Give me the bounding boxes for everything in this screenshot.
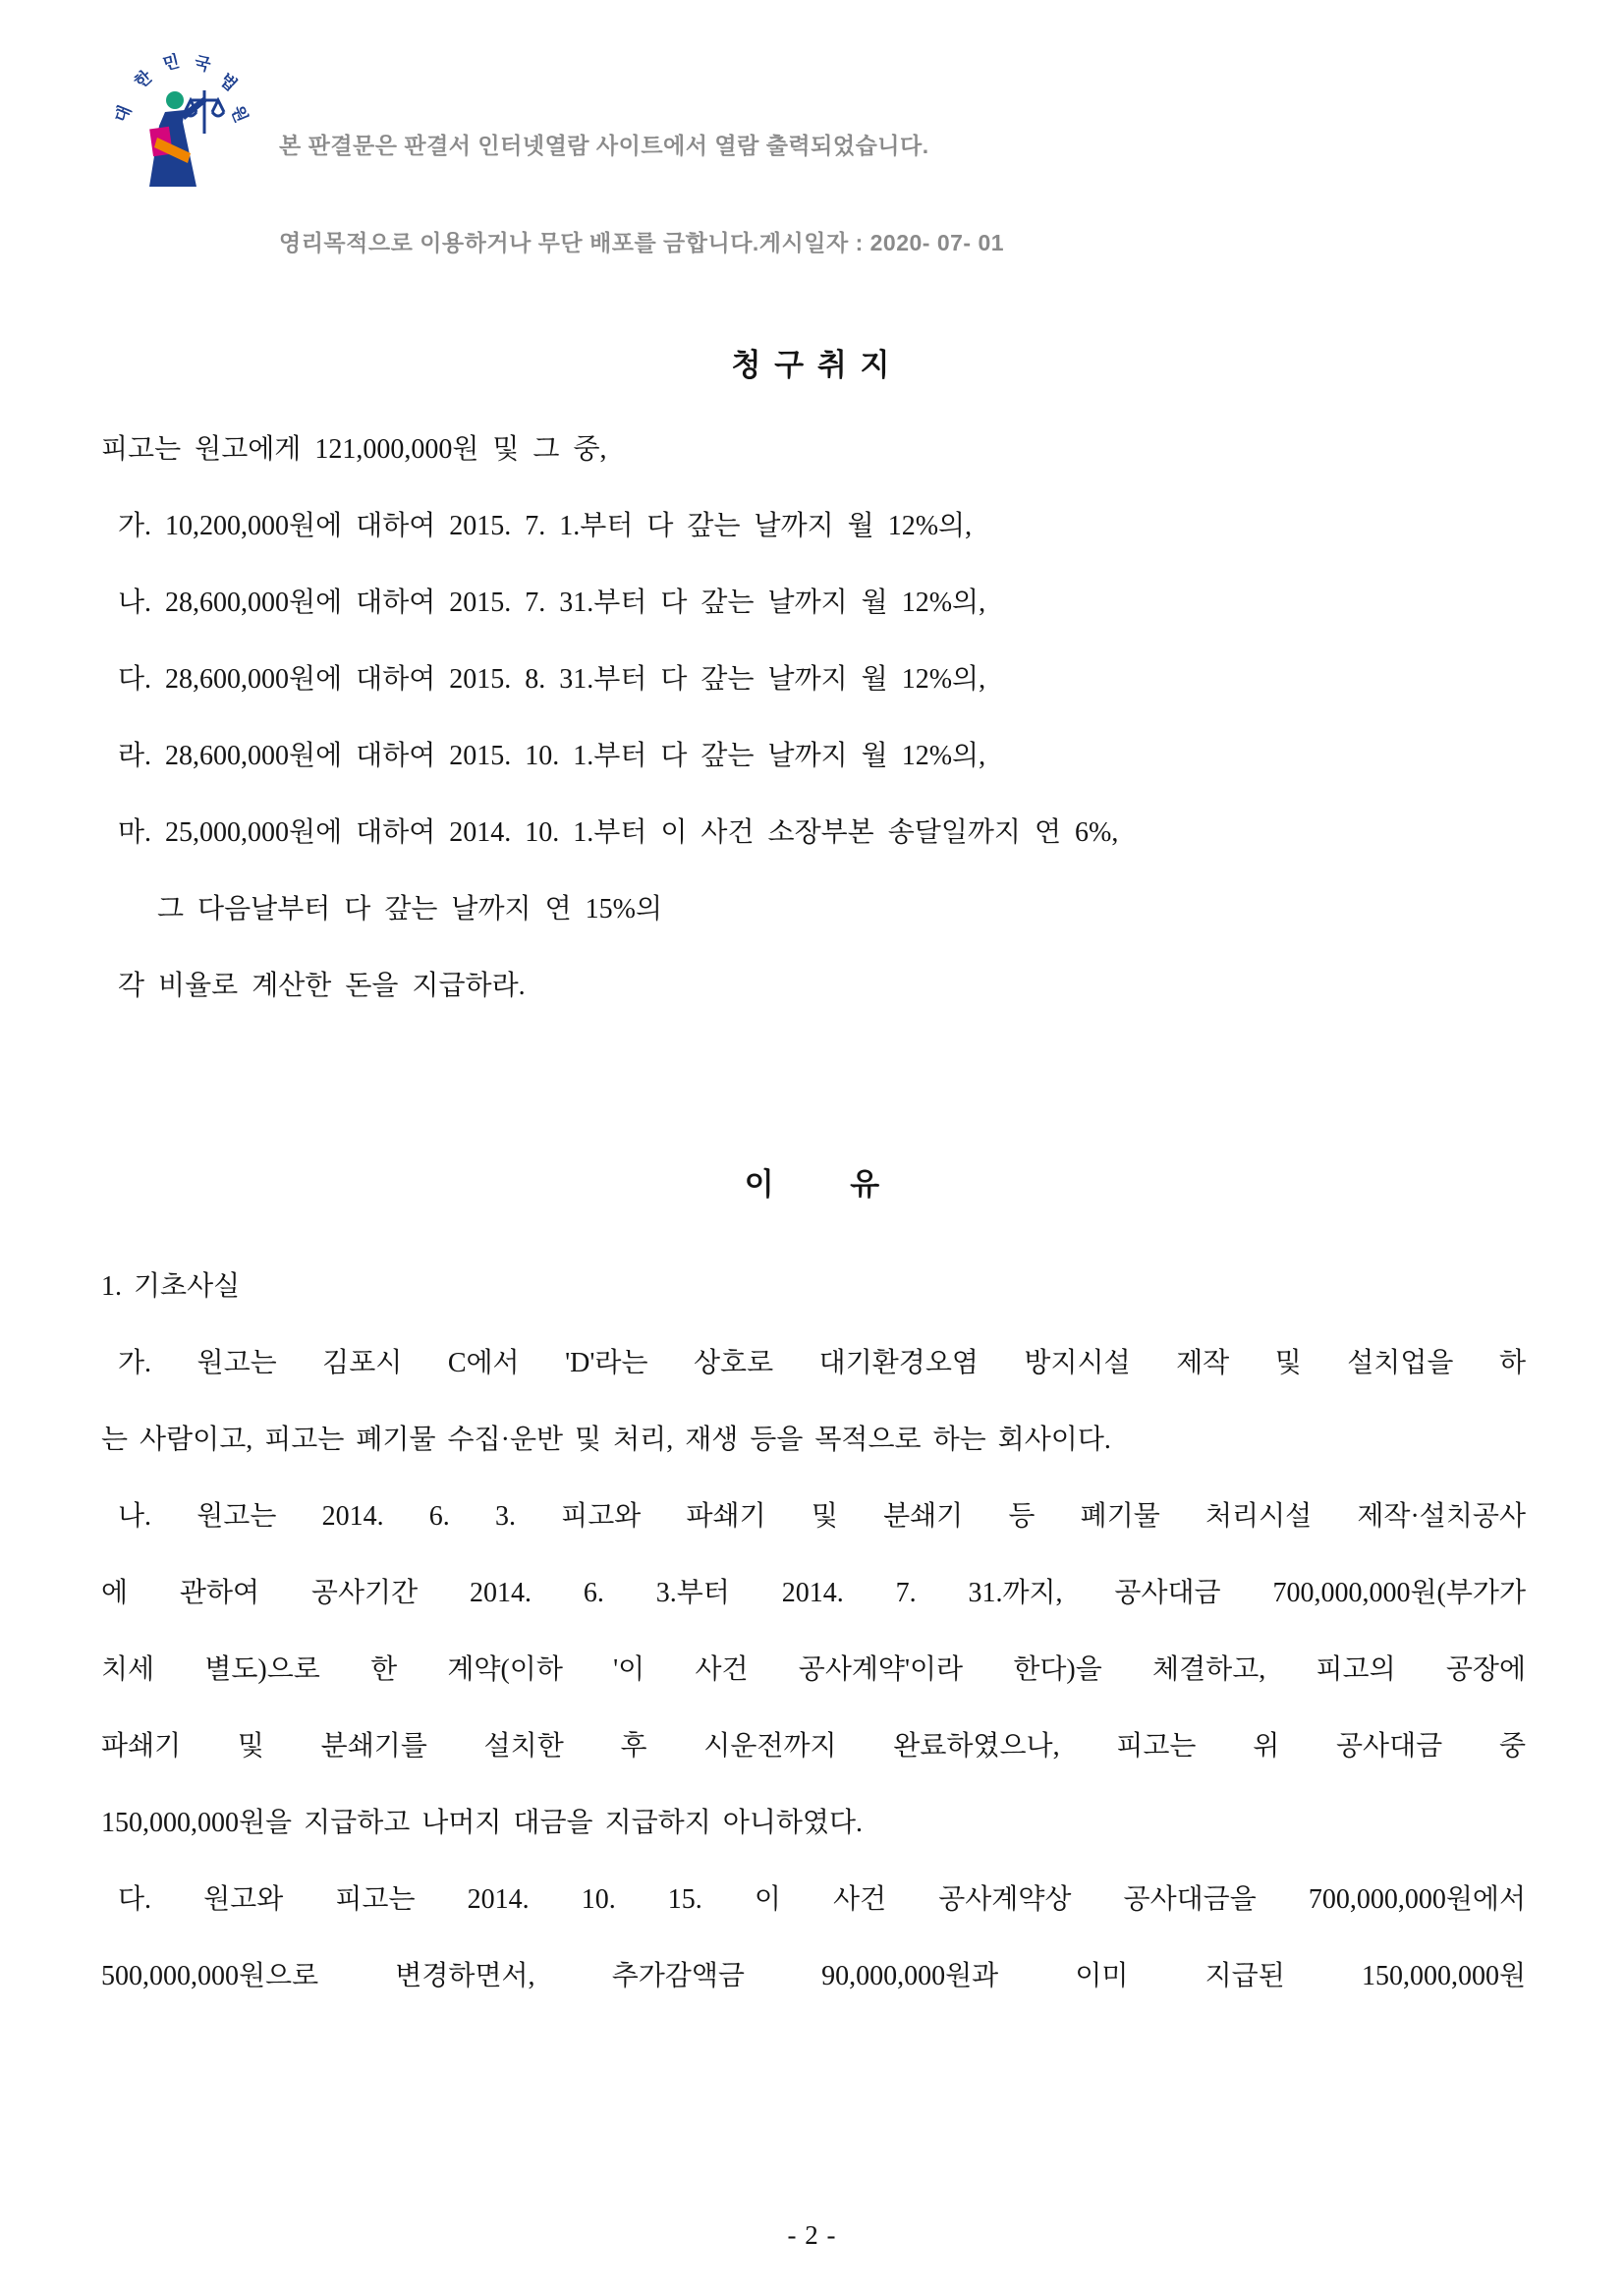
- claim-section: [101, 412, 1526, 1025]
- reasons-heading-1: 1. 기초사실: [101, 1271, 241, 1302]
- reasons-line: 에 관하여 공사기간 2014. 6. 3.부터 2014. 7. 31.까지, 공사대금 700,000,000원(부가가: [101, 1578, 1526, 1608]
- court-logo-graphic: [102, 43, 252, 187]
- claim-item-ra: 라. 28,600,000원에 대하여 2015. 10. 1.부터 다 갚는 날까지 월 12%의,: [118, 741, 986, 771]
- reasons-line: 가. 원고는 김포시 C에서 'D'라는 상호로 대기환경오염 방지시설 제작 및 설치업을 하: [118, 1348, 1526, 1378]
- claim-intro-line: 피고는 원고에게 121,000,000원 및 그 중,: [101, 434, 607, 465]
- reasons-line: 치세 별도)으로 한 계약(이하 '이 사건 공사계약'이라 한다)을 체결하고, 피고의 공장에: [101, 1654, 1526, 1685]
- reasons-line: 는 사람이고, 피고는 폐기물 수집·운반 및 처리, 재생 등을 목적으로 하는 회사이다.: [101, 1425, 1111, 1455]
- page-number: - 2 -: [787, 2220, 837, 2250]
- claim-closing-line: 각 비율로 계산한 돈을 지급하라.: [118, 971, 526, 1001]
- reasons-line: 500,000,000원으로 변경하면서, 추가감액금 90,000,000원과 이미 지급된 150,000,000원: [101, 1961, 1526, 1991]
- lady-justice-figure: [149, 90, 224, 187]
- claim-item-ga: 가. 10,200,000원에 대하여 2015. 7. 1.부터 다 갚는 날까지 월 12%의,: [118, 511, 973, 541]
- logo-char-dae: 대: [111, 102, 136, 126]
- logo-char-guk: 국: [192, 52, 213, 76]
- claim-continuation-line: 그 다음날부터 다 갚는 날까지 연 15%의: [157, 894, 662, 924]
- reasons-section-title: 이 유: [744, 1167, 880, 1202]
- claim-item-na: 나. 28,600,000원에 대하여 2015. 7. 31.부터 다 갚는 날까지 월 12%의,: [118, 588, 986, 618]
- logo-char-won: 원: [227, 103, 252, 126]
- claim-item-ma: 마. 25,000,000원에 대하여 2014. 10. 1.부터 이 사건 소장부본 송달일까지 연 6%,: [118, 817, 1119, 848]
- logo-char-min: 민: [161, 51, 182, 75]
- logo-char-beop: 법: [215, 70, 241, 95]
- reasons-line: 파쇄기 및 분쇄기를 설치한 후 시운전까지 완료하였으나, 피고는 위 공사대금 중: [101, 1731, 1526, 1762]
- court-logo: [102, 43, 252, 187]
- reasons-section: [101, 1249, 1526, 2015]
- figure-head: [166, 91, 184, 109]
- reasons-line: 나. 원고는 2014. 6. 3. 피고와 파쇄기 및 분쇄기 등 폐기물 처리시설 제작·설치공사: [118, 1501, 1526, 1532]
- copyright-notice: [279, 65, 1004, 324]
- logo-char-han: 한: [131, 67, 156, 92]
- reasons-line: 150,000,000원을 지급하고 나머지 대금을 지급하지 아니하였다.: [101, 1808, 864, 1838]
- reasons-line: 다. 원고와 피고는 2014. 10. 15. 이 사건 공사계약상 공사대금을 700,000,000원에서: [118, 1884, 1526, 1915]
- notice-line-2: 영리목적으로 이용하거나 무단 배포를 금합니다.게시일자 : 2020- 07- 01: [279, 230, 1005, 255]
- claim-item-da: 다. 28,600,000원에 대하여 2015. 8. 31.부터 다 갚는 날까지 월 12%의,: [118, 664, 986, 695]
- claim-section-title: 청 구 취 지: [731, 348, 893, 382]
- notice-line-1: 본 판결문은 판결서 인터넷열람 사이트에서 열람 출력되었습니다.: [279, 133, 929, 158]
